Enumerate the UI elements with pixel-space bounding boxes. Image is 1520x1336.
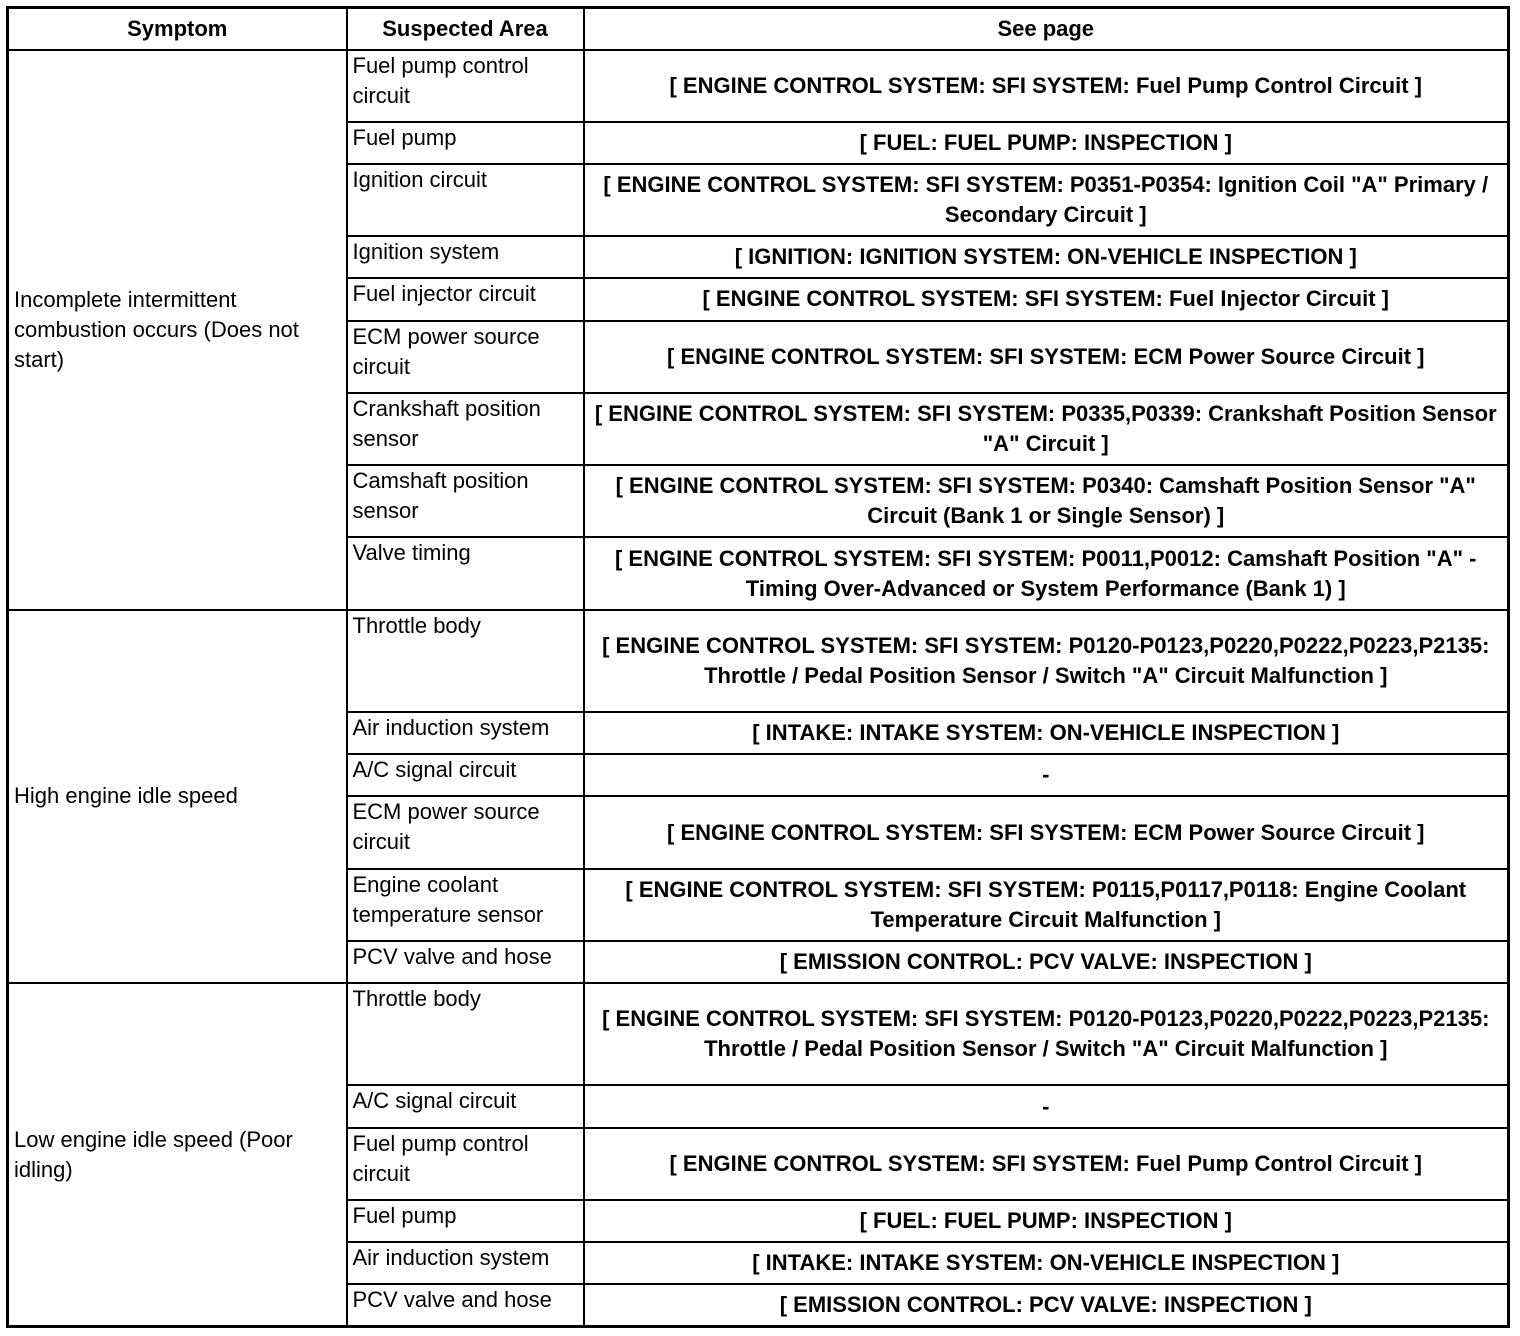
suspected-area-cell: Fuel injector circuit xyxy=(347,278,584,320)
suspected-area-cell: Fuel pump control circuit xyxy=(347,50,584,122)
see-page-reference: [ ENGINE CONTROL SYSTEM: SFI SYSTEM: P0115,P0117,P0118: Engine Coolant Temperature Circuit Malfunction ] xyxy=(584,869,1509,941)
table-row xyxy=(8,50,1509,122)
suspected-area-cell: ECM power source circuit xyxy=(347,796,584,868)
see-page-reference: - xyxy=(584,754,1509,796)
see-page-reference: [ ENGINE CONTROL SYSTEM: SFI SYSTEM: P0120-P0123,P0220,P0222,P0223,P2135: Throttle / Pedal Position Sensor / Switch "A" Circuit Malfunction ] xyxy=(584,983,1509,1085)
suspected-area-cell: A/C signal circuit xyxy=(347,754,584,796)
table-row xyxy=(8,983,1509,1085)
see-page-reference: [ ENGINE CONTROL SYSTEM: SFI SYSTEM: P0340: Camshaft Position Sensor "A" Circuit (Bank 1 or Single Sensor) ] xyxy=(584,465,1509,537)
see-page-reference: [ ENGINE CONTROL SYSTEM: SFI SYSTEM: P0335,P0339: Crankshaft Position Sensor "A" Circuit ] xyxy=(584,393,1509,465)
see-page-reference: [ INTAKE: INTAKE SYSTEM: ON-VEHICLE INSPECTION ] xyxy=(584,1242,1509,1284)
see-page-reference: [ INTAKE: INTAKE SYSTEM: ON-VEHICLE INSPECTION ] xyxy=(584,712,1509,754)
suspected-area-cell: Fuel pump xyxy=(347,122,584,164)
suspected-area-cell: Ignition system xyxy=(347,236,584,278)
header-row xyxy=(8,8,1509,50)
troubleshooting-table xyxy=(6,6,1510,1328)
see-page-reference: - xyxy=(584,1085,1509,1127)
see-page-reference: [ ENGINE CONTROL SYSTEM: SFI SYSTEM: Fuel Pump Control Circuit ] xyxy=(584,1128,1509,1200)
see-page-reference: [ FUEL: FUEL PUMP: INSPECTION ] xyxy=(584,122,1509,164)
suspected-area-cell: PCV valve and hose xyxy=(347,1284,584,1326)
header-symptom: Symptom xyxy=(8,8,347,50)
suspected-area-cell: Throttle body xyxy=(347,610,584,712)
see-page-reference: [ ENGINE CONTROL SYSTEM: SFI SYSTEM: P0351-P0354: Ignition Coil "A" Primary / Secondary Circuit ] xyxy=(584,164,1509,236)
header-suspected-area: Suspected Area xyxy=(347,8,584,50)
see-page-reference: [ IGNITION: IGNITION SYSTEM: ON-VEHICLE INSPECTION ] xyxy=(584,236,1509,278)
see-page-reference: [ ENGINE CONTROL SYSTEM: SFI SYSTEM: Fuel Pump Control Circuit ] xyxy=(584,50,1509,122)
suspected-area-cell: Throttle body xyxy=(347,983,584,1085)
see-page-reference: [ ENGINE CONTROL SYSTEM: SFI SYSTEM: Fuel Injector Circuit ] xyxy=(584,278,1509,320)
see-page-reference: [ ENGINE CONTROL SYSTEM: SFI SYSTEM: P0011,P0012: Camshaft Position "A" - Timing Over-Advanced or System Performance (Bank 1) ] xyxy=(584,537,1509,609)
symptom-cell: High engine idle speed xyxy=(8,610,347,983)
see-page-reference: [ EMISSION CONTROL: PCV VALVE: INSPECTION ] xyxy=(584,1284,1509,1326)
suspected-area-cell: Camshaft position sensor xyxy=(347,465,584,537)
suspected-area-cell: Crankshaft position sensor xyxy=(347,393,584,465)
suspected-area-cell: ECM power source circuit xyxy=(347,321,584,393)
symptom-cell: Incomplete intermittent combustion occurs (Does not start) xyxy=(8,50,347,610)
see-page-reference: [ EMISSION CONTROL: PCV VALVE: INSPECTION ] xyxy=(584,941,1509,983)
see-page-reference: [ ENGINE CONTROL SYSTEM: SFI SYSTEM: P0120-P0123,P0220,P0222,P0223,P2135: Throttle / Pedal Position Sensor / Switch "A" Circuit Malfunction ] xyxy=(584,610,1509,712)
see-page-reference: [ ENGINE CONTROL SYSTEM: SFI SYSTEM: ECM Power Source Circuit ] xyxy=(584,796,1509,868)
suspected-area-cell: Ignition circuit xyxy=(347,164,584,236)
table-row xyxy=(8,610,1509,712)
see-page-reference: [ FUEL: FUEL PUMP: INSPECTION ] xyxy=(584,1200,1509,1242)
suspected-area-cell: Air induction system xyxy=(347,712,584,754)
suspected-area-cell: Fuel pump xyxy=(347,1200,584,1242)
suspected-area-cell: Air induction system xyxy=(347,1242,584,1284)
suspected-area-cell: Fuel pump control circuit xyxy=(347,1128,584,1200)
symptom-cell: Low engine idle speed (Poor idling) xyxy=(8,983,347,1326)
suspected-area-cell: Valve timing xyxy=(347,537,584,609)
see-page-reference: [ ENGINE CONTROL SYSTEM: SFI SYSTEM: ECM Power Source Circuit ] xyxy=(584,321,1509,393)
suspected-area-cell: PCV valve and hose xyxy=(347,941,584,983)
suspected-area-cell: A/C signal circuit xyxy=(347,1085,584,1127)
suspected-area-cell: Engine coolant temperature sensor xyxy=(347,869,584,941)
header-see-page: See page xyxy=(584,8,1509,50)
